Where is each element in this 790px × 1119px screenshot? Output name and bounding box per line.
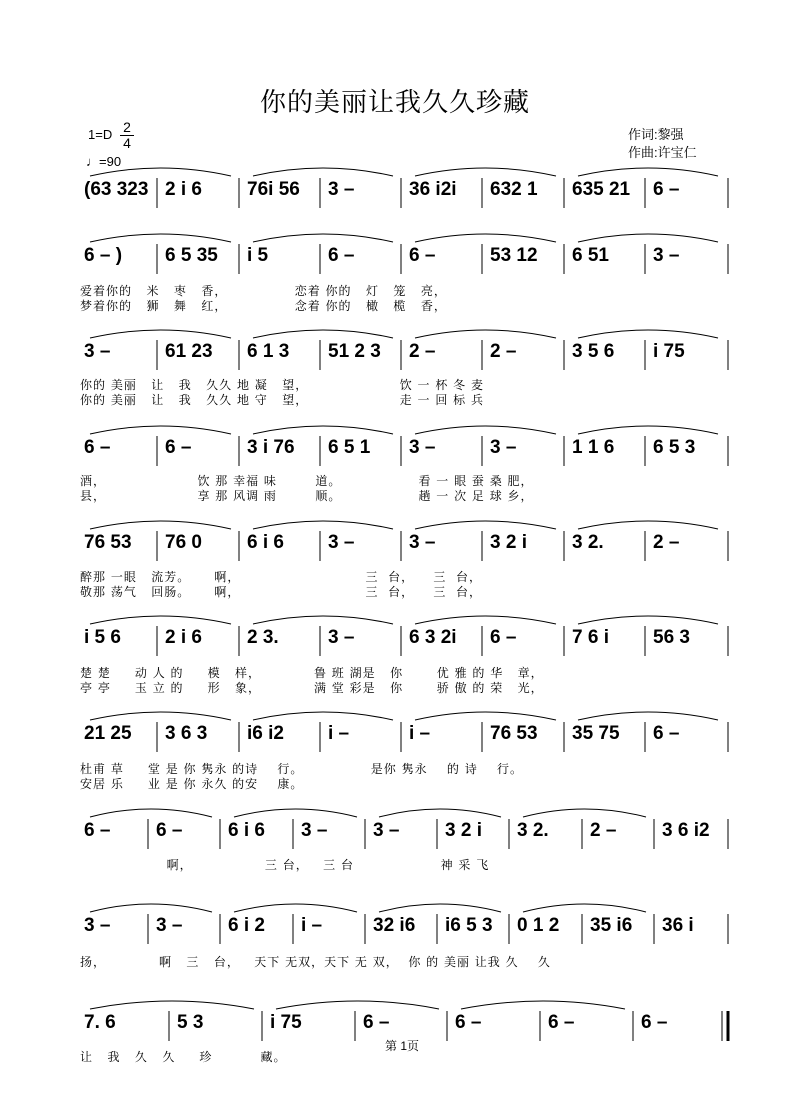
tempo-value: =90 — [99, 154, 122, 169]
lyric-line: 扬， 啊 三 台， 天下 无双，天下 无 双， 你 的 美丽 让我 久 久 — [80, 955, 551, 969]
measure: 6 – — [363, 1012, 390, 1033]
measure: 6 51 — [572, 245, 609, 266]
measure: 51 2 3 — [328, 341, 381, 362]
measure: 3 – — [490, 437, 517, 458]
measure: (63 323 — [84, 179, 149, 200]
measure: 76i 56 — [247, 179, 300, 200]
page-title: 你的美丽让我久久珍藏 — [259, 88, 530, 118]
measure: 35 i6 — [590, 915, 633, 936]
measure: 3 i 76 — [247, 437, 295, 458]
measure: 76 0 — [165, 532, 202, 553]
measure: 6 i 6 — [247, 532, 284, 553]
notation-system — [80, 523, 730, 563]
quarter-note-icon: ♩ — [86, 154, 99, 169]
measure: 7. 6 — [84, 1012, 116, 1033]
measure: 2 i 6 — [165, 627, 202, 648]
notation-system — [80, 811, 730, 851]
measure: 2 – — [653, 532, 680, 553]
measure: 6 i 6 — [228, 820, 265, 841]
measure: 6 3 2i — [409, 627, 457, 648]
slur-arc — [253, 234, 393, 242]
measure: 2 – — [409, 341, 436, 362]
lyric-line: 醉那 一眼 流芳。 啊， 三 台， 三 台， — [80, 570, 483, 584]
lyric-line: 县， 享 那 风调 雨 顺。 趟 一 次 足 球 乡， — [80, 489, 534, 503]
measure: 3 – — [328, 532, 355, 553]
measure: 6 i 2 — [228, 915, 265, 936]
measure: 76 53 — [490, 723, 538, 744]
lyric-line: 你的 美丽 让 我 久久 地 凝 望， 饮 一 杯 冬 麦 — [80, 378, 484, 392]
measure: 3 – — [84, 915, 111, 936]
measure: i – — [328, 723, 350, 744]
measure: 6 – — [328, 245, 355, 266]
measure: i – — [409, 723, 431, 744]
lyrics-block — [80, 762, 730, 792]
measure: 6 – ) — [84, 245, 123, 266]
lyrics-block — [80, 666, 730, 696]
measure: 6 5 35 — [165, 245, 218, 266]
measure: 5 3 — [177, 1012, 204, 1033]
credits — [628, 126, 697, 162]
measure: 3 6 i2 — [662, 820, 710, 841]
slur-arc — [90, 426, 231, 434]
lyric-line: 你的 美丽 让 我 久久 地 守 望， 走 一 回 标 兵 — [80, 393, 484, 407]
measure: i6 5 3 — [445, 915, 493, 936]
measure: 1 1 6 — [572, 437, 615, 458]
lyric-line: 酒， 饮 那 幸福 味 道。 看 一 眼 蚕 桑 肥， — [80, 474, 534, 488]
measure: 3 5 6 — [572, 341, 615, 362]
measure: 7 6 i — [572, 627, 609, 648]
measure: i 75 — [270, 1012, 302, 1033]
measure: 61 23 — [165, 341, 213, 362]
time-signature-top: 2 — [123, 119, 131, 135]
measure: i 75 — [653, 341, 685, 362]
measure: 3 2. — [572, 532, 604, 553]
measure: 3 2 i — [490, 532, 527, 553]
measure: 53 12 — [490, 245, 538, 266]
measure: 21 25 — [84, 723, 132, 744]
measure: 6 – — [84, 437, 111, 458]
notation-system — [80, 236, 730, 276]
slur-arc — [415, 521, 556, 529]
lyric-line: 啊， 三 台， 三 台 神 采 飞 — [80, 858, 490, 872]
measure: 36 i — [662, 915, 694, 936]
measure: 3 – — [409, 532, 436, 553]
notation-system — [80, 332, 730, 372]
measure: 632 1 — [490, 179, 538, 200]
measure: 2 3. — [247, 627, 279, 648]
measure: 3 – — [156, 915, 183, 936]
measure: 6 – — [156, 820, 183, 841]
lyrics-block — [80, 858, 730, 873]
measure: 6 – — [653, 179, 680, 200]
measure: 32 i6 — [373, 915, 416, 936]
measure: 6 – — [548, 1012, 575, 1033]
page-number: 第 1页 — [385, 1039, 420, 1053]
measure: 2 i 6 — [165, 179, 202, 200]
lyric-line: 楚 楚 动 人 的 模 样， 鲁 班 湖是 你 优 雅 的 华 章， — [80, 666, 544, 680]
lyric-line: 亭 亭 玉 立 的 形 象， 满 堂 彩是 你 骄 傲 的 荣 光， — [80, 681, 544, 695]
slur-arc — [461, 1001, 625, 1009]
measure: 76 53 — [84, 532, 132, 553]
key-signature: 1=D — [88, 127, 113, 142]
measure: 3 – — [84, 341, 111, 362]
time-signature-bottom: 4 — [123, 135, 131, 151]
measure: 3 2. — [517, 820, 549, 841]
measure: 3 2 i — [445, 820, 482, 841]
tempo-marking — [86, 154, 121, 169]
measure: 35 75 — [572, 723, 620, 744]
lyrics-block — [80, 378, 730, 408]
notation-system — [80, 428, 730, 468]
measure: 3 6 3 — [165, 723, 208, 744]
measure: i6 i2 — [247, 723, 284, 744]
lyric-line: 爱着你的 米 枣 香， 恋着 你的 灯 笼 亮， — [80, 284, 447, 298]
measure: 3 – — [653, 245, 680, 266]
slur-arc — [415, 330, 556, 338]
measure: 6 1 3 — [247, 341, 290, 362]
notation-system — [80, 170, 730, 210]
lyric-line: 杜甫 草 堂 是 你 隽永 的诗 行。 是你 隽永 的 诗 行。 — [80, 762, 523, 776]
measure: 6 – — [165, 437, 192, 458]
measure: 6 – — [455, 1012, 482, 1033]
measure: 0 1 2 — [517, 915, 560, 936]
measure: 6 5 1 — [328, 437, 371, 458]
lyric-line: 安居 乐 业 是 你 永久 的安 康。 — [80, 777, 304, 791]
notation-system — [80, 714, 730, 754]
measure: 3 – — [328, 179, 355, 200]
slur-arc — [415, 426, 556, 434]
measure: 3 – — [409, 437, 436, 458]
measure: 3 – — [373, 820, 400, 841]
measure: 6 5 3 — [653, 437, 696, 458]
composer: 作曲:许宝仁 — [628, 145, 697, 160]
measure: i – — [301, 915, 323, 936]
lyric-line: 敬那 荡气 回肠。 啊， 三 台， 三 台， — [80, 585, 483, 599]
measure: 635 21 — [572, 179, 631, 200]
measure: i 5 6 — [84, 627, 121, 648]
measure: 6 – — [490, 627, 517, 648]
measure: 2 – — [490, 341, 517, 362]
measure: 6 – — [84, 820, 111, 841]
measure: 6 – — [409, 245, 436, 266]
measure: 6 – — [653, 723, 680, 744]
lyric-line: 让 我 久 久 珍 藏。 — [80, 1050, 287, 1064]
lyrics-block — [80, 955, 730, 970]
measure: 56 3 — [653, 627, 690, 648]
lyrics-block — [80, 570, 730, 600]
time-signature — [120, 120, 134, 151]
measure: 6 – — [641, 1012, 668, 1033]
measure: 2 – — [590, 820, 617, 841]
measure: 3 – — [301, 820, 328, 841]
measure: i 5 — [247, 245, 269, 266]
notation-system — [80, 618, 730, 658]
notation-system — [80, 906, 730, 946]
lyric-line: 梦着你的 狮 舞 红， 念着 你的 橄 榄 香， — [80, 299, 447, 313]
measure: 36 i2i — [409, 179, 457, 200]
lyrics-block — [80, 284, 730, 314]
lyricist: 作词:黎强 — [628, 127, 684, 142]
measure: 3 – — [328, 627, 355, 648]
lyrics-block — [80, 474, 730, 504]
